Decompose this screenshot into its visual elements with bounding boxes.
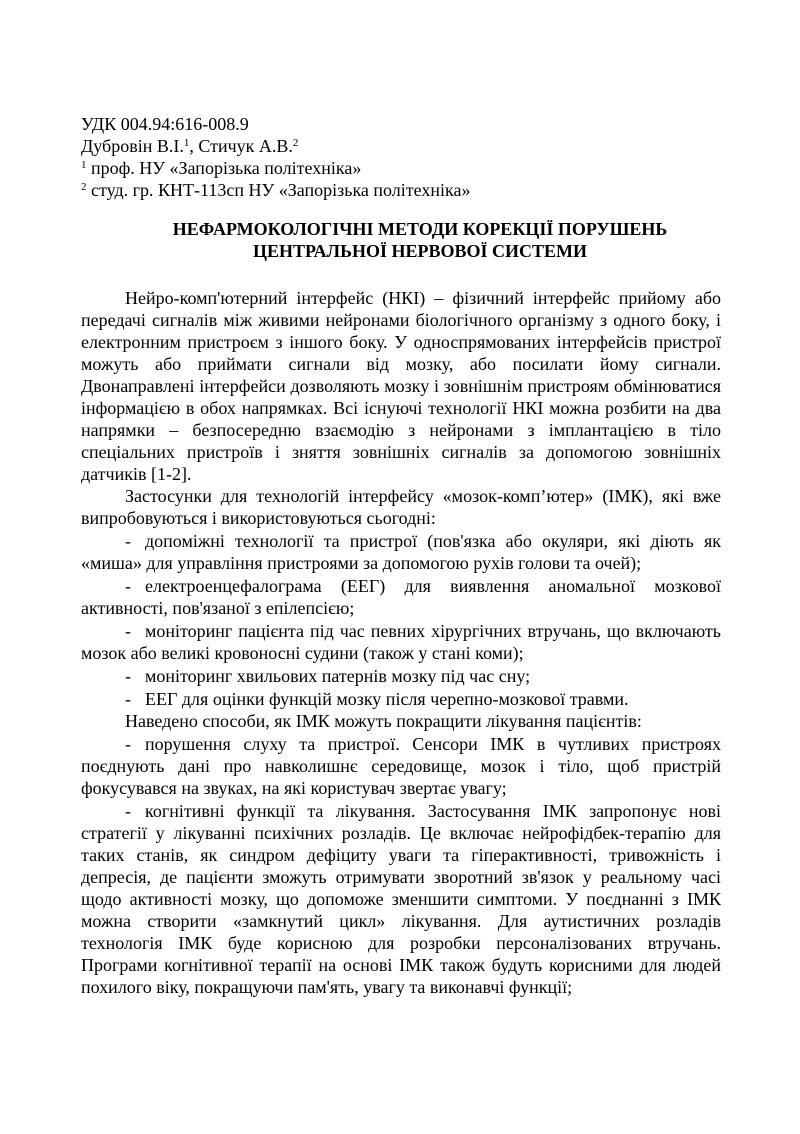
author-2: , Стичук А.В. [189, 136, 293, 156]
udc-code: УДК 004.94:616-008.9 [81, 114, 249, 134]
paragraph-1: Нейро-комп'ютерний інтерфейс (НКІ) – фізичний інтерфейс прийому або передачі сигналів між живими нейронами біологічного організму з одного боку, і електронним пристроєм з іншого боку. У односпрямованих інтерфейсів пристрої можуть або приймати сигнали від мозку, або посилати йому сигнали. Двонаправлені інтерфейси дозволяють мозку і зовнішнім пристроям обмінюватися інформацією в обох напрямках. Всі існуючі технології НКІ можна розбити на два напрямки – безпосередню взаємодію з нейронами з імплантацією в тіло спеціальних пристроїв і зняття зовнішніх сигналів за допомогою зовнішніх датчиків [1-2]. [81, 288, 721, 484]
paper-title [120, 218, 720, 262]
list-1-item [81, 575, 721, 619]
author-1-sup: 1 [183, 137, 190, 149]
affiliation-1-sup: 1 [81, 159, 87, 171]
dash-marker: - [125, 734, 131, 754]
list-1-item [81, 620, 721, 664]
list-1-item-text: допоміжні технології та пристрої (пов'язка або окуляри, які діють як «миша» для управління пристроями за допомогою рухів голови та очей); [81, 531, 721, 573]
dash-marker: - [125, 576, 131, 596]
paper-body [81, 287, 721, 998]
authors [81, 135, 721, 157]
dash-marker: - [125, 531, 131, 551]
paragraph-3: Наведено способи, як ІМК можуть покращити лікування пацієнтів: [125, 711, 642, 731]
affiliation-1-text: проф. НУ «Запорізька політехніка» [86, 158, 362, 178]
list-2-item [81, 733, 721, 799]
title-line-1: НЕФАРМОКОЛОГІЧНІ МЕТОДИ КОРЕКЦІЇ ПОРУШЕНЬ [172, 219, 668, 239]
dash-marker: - [125, 801, 131, 821]
list-1-item-text: моніторинг пацієнта під час певних хірургічних втручань, що включають мозок або великі кровоносні судини (також у стані коми); [81, 621, 721, 663]
author-1: Дубровін В.І. [81, 136, 184, 156]
list-1-item-text: електроенцефалограма (ЕЕГ) для виявлення аномальної мозкової активності, пов'язаної з епілепсією; [81, 576, 721, 618]
dash-marker: - [125, 666, 131, 686]
list-1-item [81, 665, 721, 687]
list-1-item-text: ЕЕГ для оцінки функцій мозку після черепно-мозкової травми. [145, 689, 629, 709]
header-block [81, 113, 721, 201]
list-2-item-text: когнітивні функції та лікування. Застосування ІМК запропонує нові стратегії у лікуванні психічних розладів. Це включає нейрофідбек-терапію для таких станів, як синдром дефіциту уваги та гіперактивності, тривожність і депресія, де пацієнти зможуть отримувати зворотний зв'язок у реальному часі щодо активності мозку, що допоможе зменшити симптоми. У поєднанні з ІМК можна створити «замкнутий цикл» лікування. Для аутистичних розладів технологія ІМК буде корисною для розробки персоналізованих втручань. Програми когнітивної терапії на основі ІМК також будуть корисними для людей похилого віку, покращуючи пам'ять, увагу та виконавчі функції; [81, 801, 721, 997]
dash-marker: - [125, 689, 131, 709]
title-line-2: ЦЕНТРАЛЬНОЇ НЕРВОВОЇ СИСТЕМИ [252, 241, 588, 261]
paragraph-2: Застосунки для технологій інтерфейсу «мозок-комп’ютер» (ІМК), які вже випробовуються і використовуються сьогодні: [81, 486, 721, 528]
list-2-item [81, 800, 721, 998]
affiliation-1 [81, 157, 721, 179]
list-1-item-text: моніторинг хвильових патернів мозку під час сну; [145, 666, 531, 686]
author-2-sup: 2 [292, 137, 299, 149]
dash-marker: - [125, 621, 131, 641]
list-1-item [81, 530, 721, 574]
list-1-item [81, 688, 721, 710]
list-2-item-text: порушення слуху та пристрої. Сенсори ІМК в чутливих пристроях поєднують дані про навколишнє середовище, мозок і тіло, щоб пристрій фокусувався на звуках, на які користувач звертає увагу; [81, 734, 721, 798]
affiliation-2 [81, 179, 721, 201]
affiliation-2-sup: 2 [81, 181, 87, 193]
affiliation-2-text: студ. гр. КНТ-113сп НУ «Запорізька політехніка» [86, 180, 471, 200]
